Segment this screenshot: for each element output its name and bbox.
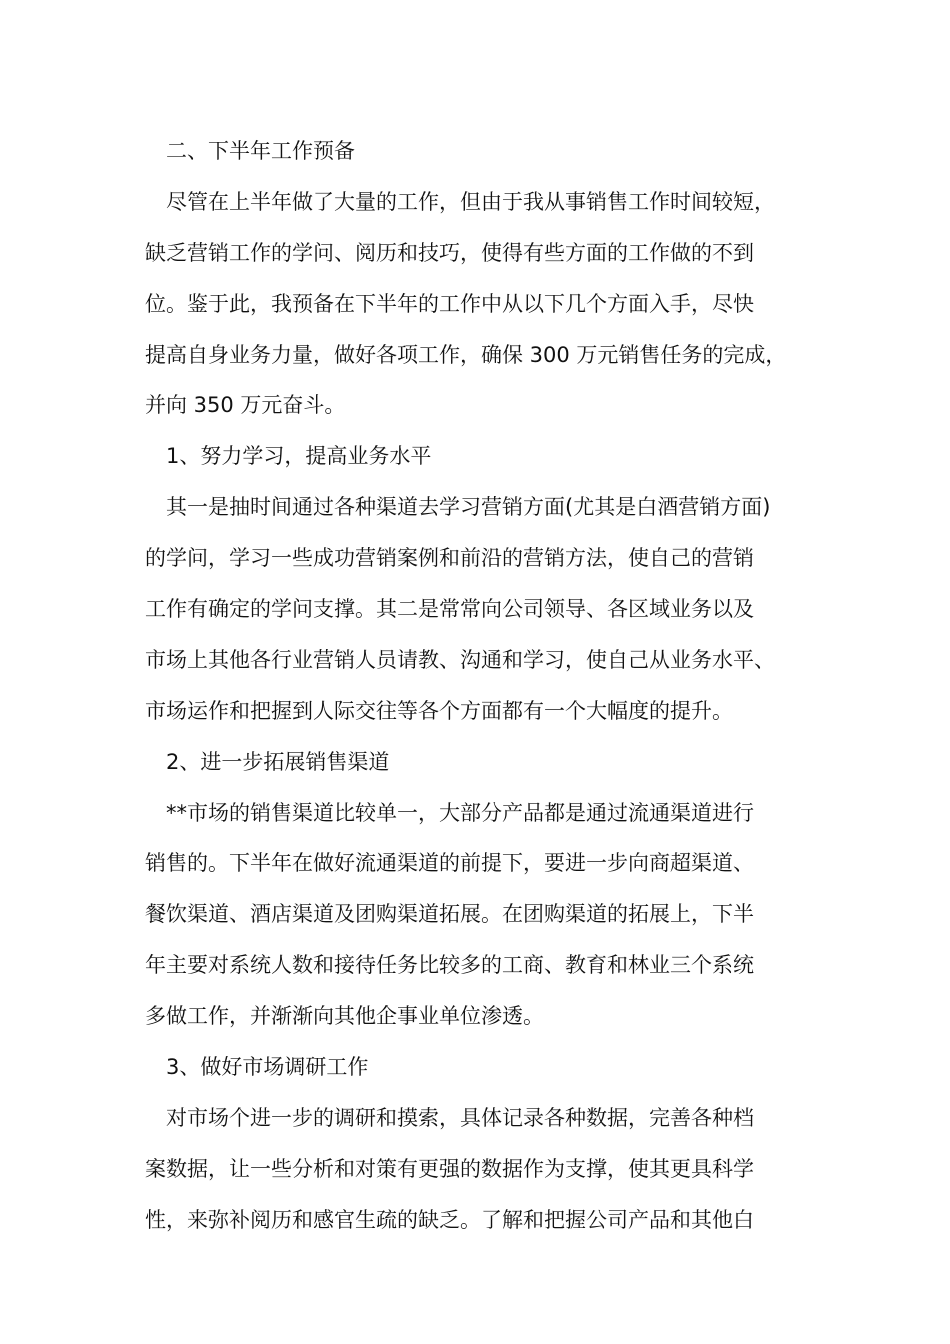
paragraph-line: 市场运作和把握到人际交往等各个方面都有一个大幅度的提升。 bbox=[145, 698, 733, 723]
section-heading: 二、下半年工作预备 bbox=[166, 139, 355, 163]
paragraph-line: 市场上其他各行业营销人员请教、沟通和学习，使自己从业务水平、 bbox=[145, 647, 775, 672]
paragraph-line: 对市场个进一步的调研和摸索，具体记录各种数据，完善各种档 bbox=[166, 1105, 754, 1130]
paragraph-line: 餐饮渠道、酒店渠道及团购渠道拓展。在团购渠道的拓展上，下半 bbox=[145, 902, 754, 927]
paragraph-line: 案数据，让一些分析和对策有更强的数据作为支撑，使其更具科学 bbox=[145, 1156, 754, 1181]
paragraph-line: 位。鉴于此，我预备在下半年的工作中从以下几个方面入手，尽快 bbox=[145, 291, 754, 316]
paragraph-line: 工作有确定的学问支撑。其二是常常向公司领导、各区域业务以及 bbox=[145, 597, 754, 622]
subsection-heading: 3、做好市场调研工作 bbox=[166, 1055, 369, 1080]
paragraph-line: 性，来弥补阅历和感官生疏的缺乏。了解和把握公司产品和其他白 bbox=[145, 1207, 754, 1232]
paragraph-line: 提高自身业务力量，做好各项工作，确保 300 万元销售任务的完成， bbox=[145, 342, 787, 367]
paragraph-line: 并向 350 万元奋斗。 bbox=[145, 393, 346, 418]
paragraph-line: 多做工作，并渐渐向其他企事业单位渗透。 bbox=[145, 1004, 544, 1029]
paragraph-line: 缺乏营销工作的学问、阅历和技巧，使得有些方面的工作做的不到 bbox=[145, 240, 754, 265]
paragraph-line: 销售的。下半年在做好流通渠道的前提下，要进一步向商超渠道、 bbox=[145, 851, 754, 876]
subsection-heading: 1、努力学习，提高业务水平 bbox=[166, 444, 432, 469]
document-body bbox=[145, 128, 815, 1248]
paragraph-line: 尽管在上半年做了大量的工作，但由于我从事销售工作时间较短， bbox=[166, 189, 775, 214]
paragraph-line: 的学问，学习一些成功营销案例和前沿的营销方法，使自己的营销 bbox=[145, 546, 754, 571]
paragraph-line: 年主要对系统人数和接待任务比较多的工商、教育和林业三个系统 bbox=[145, 953, 754, 978]
paragraph-line: 其一是抽时间通过各种渠道去学习营销方面(尤其是白酒营销方面) bbox=[166, 495, 771, 520]
subsection-heading: 2、进一步拓展销售渠道 bbox=[166, 749, 390, 774]
paragraph-line: **市场的销售渠道比较单一，大部分产品都是通过流通渠道进行 bbox=[166, 800, 754, 825]
